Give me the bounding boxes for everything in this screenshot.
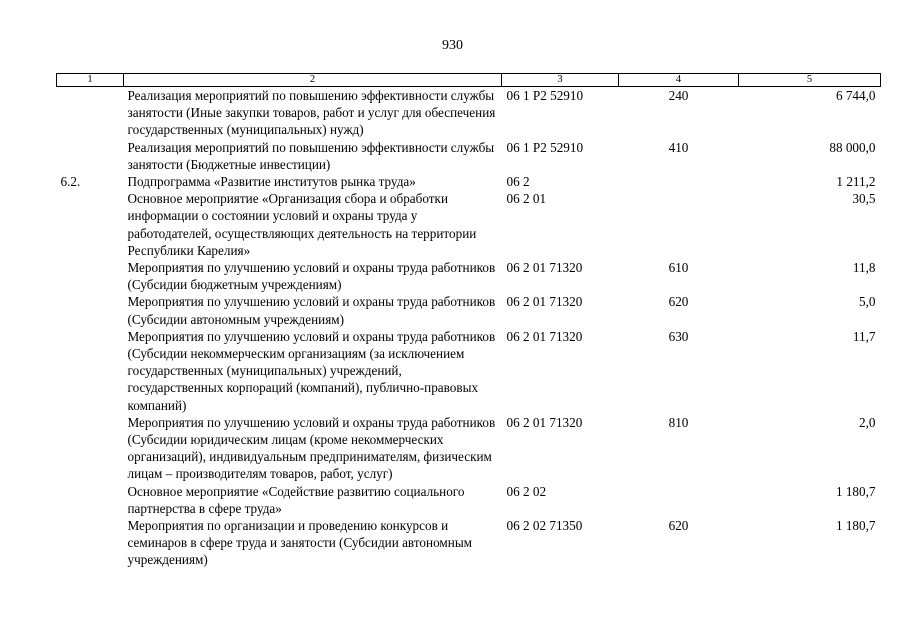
row-name: Подпрограмма «Развитие институтов рынка труда» (127, 174, 416, 190)
row-name: Мероприятия по улучшению условий и охраны труда работников (Субсидии бюджетным учреждениям) (127, 260, 496, 293)
header-col-4: 4 (619, 74, 739, 87)
row-number (57, 190, 124, 259)
row-number (57, 328, 124, 414)
table-row (57, 414, 881, 483)
row-name: Мероприятия по улучшению условий и охраны труда работников (Субсидии юридическим лицам (кроме некоммерческих организаций), индивидуальным предпринимателям, физическим лицам – производителям товаров, работ, услуг) (127, 414, 496, 482)
row-amount: 30,5 (852, 191, 876, 207)
row-amount: 1 180,7 (835, 483, 876, 499)
row-name: Мероприятия по улучшению условий и охраны труда работников (Субсидии некоммерческим организациям (за исключением государственных (муниципальных) учреждений, государственных корпораций (компаний), публично-правовых компаний) (127, 328, 496, 413)
row-code: 06 2 01 71320 (506, 328, 583, 344)
row-number (57, 517, 124, 569)
budget-table (56, 73, 881, 569)
header-col-3: 3 (502, 74, 619, 87)
row-type: 610 (668, 260, 689, 276)
table-row (57, 293, 881, 327)
row-type: 620 (668, 294, 689, 310)
row-number: 6.2. (60, 174, 81, 190)
row-code: 06 1 P2 52910 (506, 88, 584, 103)
row-code: 06 2 02 71350 (506, 518, 583, 534)
row-number (57, 139, 124, 173)
header-col-2: 2 (124, 74, 502, 87)
row-type: 810 (668, 414, 689, 430)
table-header (57, 74, 881, 87)
row-amount: 2,0 (859, 414, 876, 430)
row-amount: 5,0 (859, 294, 876, 310)
row-amount: 6 744,0 (835, 88, 876, 103)
row-number (57, 259, 124, 293)
row-amount: 11,8 (852, 260, 876, 276)
row-code: 06 1 P2 52910 (506, 139, 584, 155)
row-code: 06 2 01 71320 (506, 294, 583, 310)
row-name: Основное мероприятие «Организация сбора и обработки информации о состоянии условий и охраны труда у работодателей, осуществляющих деятельность на территории Республики Карелия» (127, 191, 477, 258)
header-row (57, 74, 881, 87)
table-row (57, 259, 881, 293)
row-code: 06 2 01 (506, 191, 547, 207)
row-type (619, 173, 739, 190)
row-type: 620 (668, 518, 689, 534)
row-number (57, 414, 124, 483)
row-amount: 1 211,2 (836, 174, 876, 190)
page-number: 930 (442, 38, 463, 53)
row-name: Основное мероприятие «Содействие развитию социального партнерства в сфере труда» (127, 483, 465, 516)
table-row (57, 87, 881, 139)
row-type: 240 (668, 88, 689, 103)
row-type: 410 (668, 139, 689, 155)
table-row (57, 517, 881, 569)
row-type (619, 190, 739, 259)
row-amount: 88 000,0 (829, 139, 876, 155)
row-type (619, 483, 739, 517)
table-row (57, 328, 881, 414)
row-name: Мероприятия по улучшению условий и охраны труда работников (Субсидии автономным учреждениям) (127, 294, 496, 327)
table-row (57, 190, 881, 259)
row-name: Мероприятия по организации и проведению конкурсов и семинаров в сфере труда и занятости (Субсидии автономным учреждениям) (127, 518, 473, 568)
table-row (57, 139, 881, 173)
table-row (57, 173, 881, 190)
row-number (57, 293, 124, 327)
table-body (57, 87, 881, 569)
row-number (57, 87, 124, 139)
row-code: 06 2 01 71320 (506, 260, 583, 276)
row-code: 06 2 (506, 174, 530, 190)
row-code: 06 2 02 (506, 483, 547, 499)
row-name: Реализация мероприятий по повышению эффективности службы занятости (Иные закупки товаров, работ и услуг для обеспечения государственных (муниципальных) нужд) (127, 88, 496, 138)
row-number (57, 483, 124, 517)
row-amount: 11,7 (852, 328, 876, 344)
header-col-5: 5 (739, 74, 881, 87)
row-name: Реализация мероприятий по повышению эффективности службы занятости (Бюджетные инвестиции) (127, 139, 495, 172)
table-row (57, 483, 881, 517)
row-amount: 1 180,7 (835, 518, 876, 534)
row-code: 06 2 01 71320 (506, 414, 583, 430)
row-type: 630 (668, 328, 689, 344)
header-col-1: 1 (57, 74, 124, 87)
